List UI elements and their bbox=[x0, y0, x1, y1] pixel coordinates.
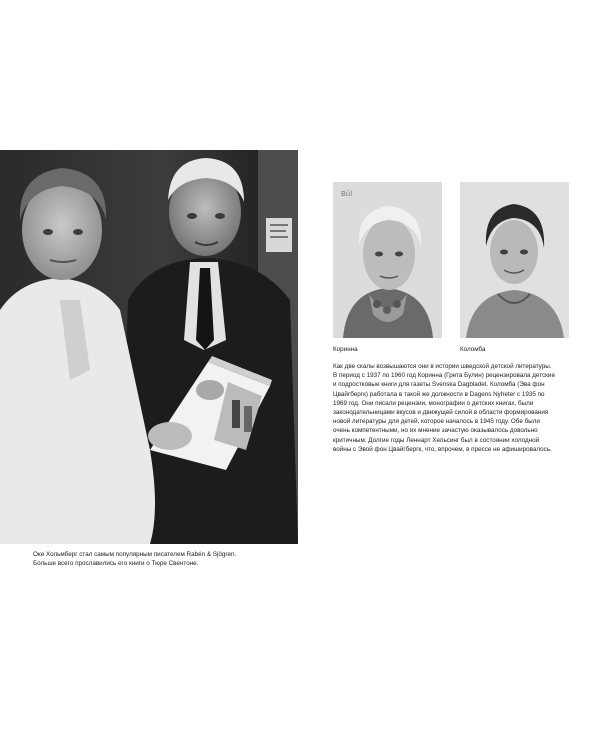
body-paragraph bbox=[333, 362, 573, 454]
body-line: критичным. Долгие годы Леннарт Хельсинг был в состоянии холодной bbox=[333, 436, 540, 444]
body-line: новой литературы для детей, которое началось в 1945 году. Обе были bbox=[333, 418, 540, 426]
main-caption-line-2: Больше всего прославились его книги о Тюре Свентоне. bbox=[33, 560, 199, 567]
main-photo-image bbox=[0, 150, 298, 544]
body-line: войны с Эвой фон Цвайгбергк, что, впрочем, в прессе не афишировалось. bbox=[333, 445, 552, 453]
body-line: Цвайгбергк) работала в такой же должности в Dagens Nyheter с 1935 по bbox=[333, 390, 545, 398]
main-photo bbox=[0, 150, 298, 544]
kolomba-caption: Коломба bbox=[460, 346, 486, 353]
body-line: 1969 год. Они писали рецензии, монографии о детских книгах, были bbox=[333, 399, 534, 407]
svg-text:Bül: Bül bbox=[341, 190, 353, 198]
body-line: В период с 1937 по 1960 год Коринна (Грета Булин) рецензировала детские bbox=[333, 372, 555, 380]
main-caption-line-1: Оке Хольмберг стал самым популярным писателем Rabén & Sjögren. bbox=[33, 551, 237, 558]
body-line: и подростковые книги для газеты Svenska Dagbladet. Коломба (Эва фон bbox=[333, 381, 545, 389]
body-line: очень компетентными, но их мнение зачастую оказывалось довольно bbox=[333, 427, 538, 435]
korinna-portrait bbox=[333, 182, 442, 338]
korinna-caption: Коринна bbox=[333, 346, 358, 353]
korinna-portrait-image bbox=[333, 182, 442, 338]
kolomba-portrait-image bbox=[460, 182, 569, 338]
kolomba-portrait bbox=[460, 182, 569, 338]
body-line: Как две скалы возвышаются они в истории шведской детской литературы. bbox=[333, 363, 552, 370]
main-photo-caption bbox=[33, 550, 298, 568]
body-line: законодательницами вкусов и движущей силой в области формирования bbox=[333, 409, 549, 417]
